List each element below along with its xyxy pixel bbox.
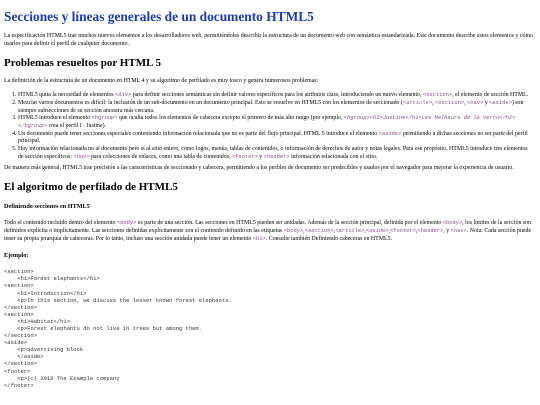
problems-lead: La definición de la estructura de un documento en HTML 4 y su algoritmo de perfilado es muy tosco y genera numerosos problemas: [4,78,319,85]
defining-sections-heading: Definiendo secciones en HTML5 [4,203,90,211]
list-item: 5. Hay información relacionada no al documento pero sí al sitio entero, como logos, menús, tablas de contenidos, o información de derechos de autor y notas legales. Para ese propósito, HTML5 introduce tres elementos de sección específicos: <nav> para colecciones de enlaces, como una tabla de contenidos, <footer> y <header> información relacionada con el sitio. [18,146,534,161]
document-page [4,9,534,389]
problems-heading: Problemas resueltos por HTML 5 [4,57,162,70]
list-item: 3. HTML5 introduce el elemento <hgroup> que oculta todos los elementos de cabecera excepto el primero de más alto rango (por ejemplo, <hgroup><h1>Justine</h1>Les Malheurs de la Vertu</h2></hgroup> crea el perfil I . Justine). [18,115,534,130]
list-item: 1. HTML5 quita la necesidad de elementos <div> para definir secciones semánticas sin definir valores específicos para los atributos class, introduciendo un nuevo elemento, <section>, el elemento de sección HTML. [18,92,534,100]
example-code-block: <section> <h1>Forest elephants</h1> <section> <h1>Introduction</h1> <p>In this section, we discuss the lesser known forest elephants. </section> <section> <h1>Habitat</h1> <p>Forest elephants do not live in trees but among them. </section> <aside> <p>advertising block </aside> </section> <footer> <p>(c) 2010 The Example company </footer> [4,268,232,389]
page-title: Secciones y líneas generales de un documento HTML5 [4,9,314,24]
list-item: 4. Un documento puede tener secciones especiales conteniendo información relacionada que no es parte del flujo principal. HTML 5 introduce el elemento <aside> permitiendo a dichas secciones no ser parte del perfil principal. [18,131,534,146]
intro-paragraph: La especificación HTML5 trae muchos nuevos elementos a los desarrolladores web, permitiéndoles describir la estructura de un documento web con semántica estandarizada. Este documento describe estos elementos y cómo usarlos para definir el perfil de cualquier documento. [4,33,533,47]
example-heading: Ejemplo: [4,252,29,260]
problems-list [4,92,534,161]
algorithm-heading: El algoritmo de perfilado de HTML5 [4,181,178,194]
list-item: 2. Mezclar varios documentos es difícil: la inclusión de un sub-documento en un documento principal. Esto se resuelve en HTML5 con los elementos de seccionado (<article>, <section>, <nav> y <aside>) son siempre subsecciones de su sección ancestra más cercana. [18,100,534,115]
defining-sections-paragraph: Todo el contenido incluido dentro del elemento <body> es parte de una sección. Las secciones en HTML5 pueden ser anidadas. Además de la sección principal, definida por el elemento <body>, los límites de la sección son definidos explícita o implícitamente. Las secciones definidas explícitamente son el contenido definido en las etiquetas <body>,<section>,<article>,<aside>,<footer>,<header>, y <nav>. Nota: Cada sección puede tener su propia jerarquía de cabeceras. Por lo tanto, incluso una sección anidada puede tener un elemento <h1>. Consulte también Definiendo cabeceras en HTML5. [4,220,532,242]
summary-paragraph: De manera más general, HTML5 trae precisión a las características de seccionado y cabecera, permitiendo a los perfiles de documento ser predecibles y usados por el navegador para mejorar la experiencia de usuario. [4,165,514,172]
